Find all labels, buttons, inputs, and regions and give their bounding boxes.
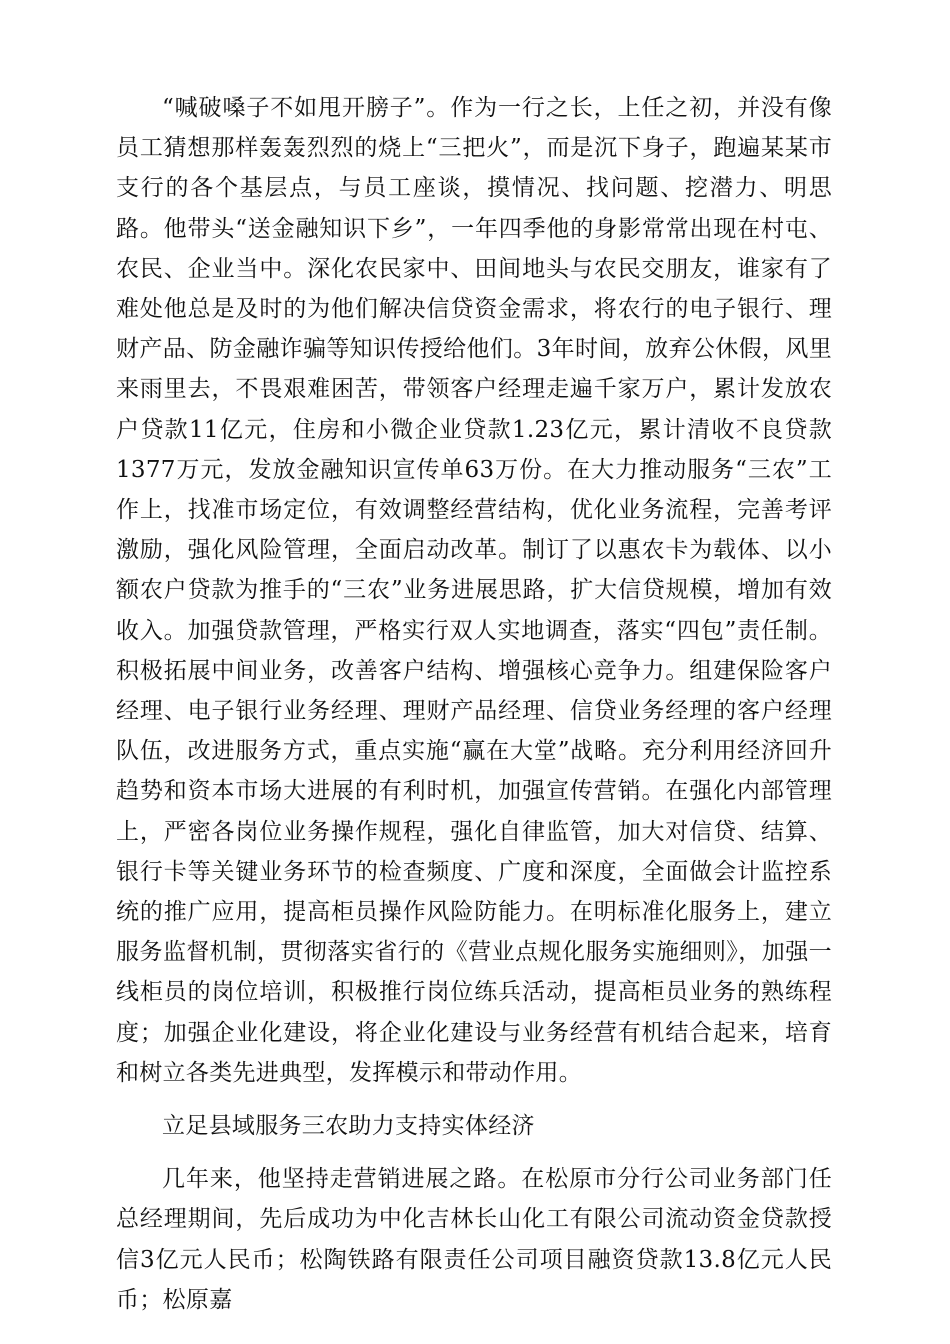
- section-heading: 立足县域服务三农助力支持实体经济: [162, 1113, 535, 1140]
- body-paragraph: 几年来，他坚持走营销进展之路。在松原市分行公司业务部门任总经理期间，先后成功为中化吉林长山化工有限公司流动资金贷款授信3亿元人民币；松陶铁路有限责任公司项目融资贷款13.8亿元人民币；松原嘉: [116, 1166, 832, 1313]
- document-body: [116, 88, 832, 1320]
- body-paragraph: “喊破嗓子不如甩开膀子”。作为一行之长，上任之初，并没有像员工猜想那样轰轰烈烈的烧上“三把火”，而是沉下身子，跑遍某某市支行的各个基层点，与员工座谈，摸情况、找问题、挖潜力、明思路。他带头“送金融知识下乡”，一年四季他的身影常常出现在村屯、农民、企业当中。深化农民家中、田间地头与农民交朋友，谁家有了难处他总是及时的为他们解决信贷资金需求，将农行的电子银行、理财产品、防金融诈骗等知识传授给他们。3年时间，放弃公休假，风里来雨里去，不畏艰难困苦，带领客户经理走遍千家万户，累计发放农户贷款11亿元，住房和小微企业贷款1.23亿元，累计清收不良贷款1377万元，发放金融知识宣传单63万份。在大力推动服务“三农”工作上，找准市场定位，有效调整经营结构，优化业务流程，完善考评激励，强化风险管理，全面启动改革。制订了以惠农卡为载体、以小额农户贷款为推手的“三农”业务进展思路，扩大信贷规模，增加有效收入。加强贷款管理，严格实行双人实地调查，落实“四包”责任制。积极拓展中间业务，改善客户结构、增强核心竞争力。组建保险客户经理、电子银行业务经理、理财产品经理、信贷业务经理的客户经理队伍，改进服务方式，重点实施“赢在大堂”战略。充分利用经济回升趋势和资本市场大进展的有利时机，加强宣传营销。在强化内部管理上，严密各岗位业务操作规程，强化自律监管，加大对信贷、结算、银行卡等关键业务环节的检查频度、广度和深度，全面做会计监控系统的推广应用，提高柜员操作风险防能力。在明标准化服务上，建立服务监督机制，贯彻落实省行的《营业点规化服务实施细则》，加强一线柜员的岗位培训，积极推行岗位练兵活动，提高柜员业务的熟练程度；加强企业化建设，将企业化建设与业务经营有机结合起来，培育和树立各类先进典型，发挥模示和带动作用。: [116, 95, 832, 1086]
